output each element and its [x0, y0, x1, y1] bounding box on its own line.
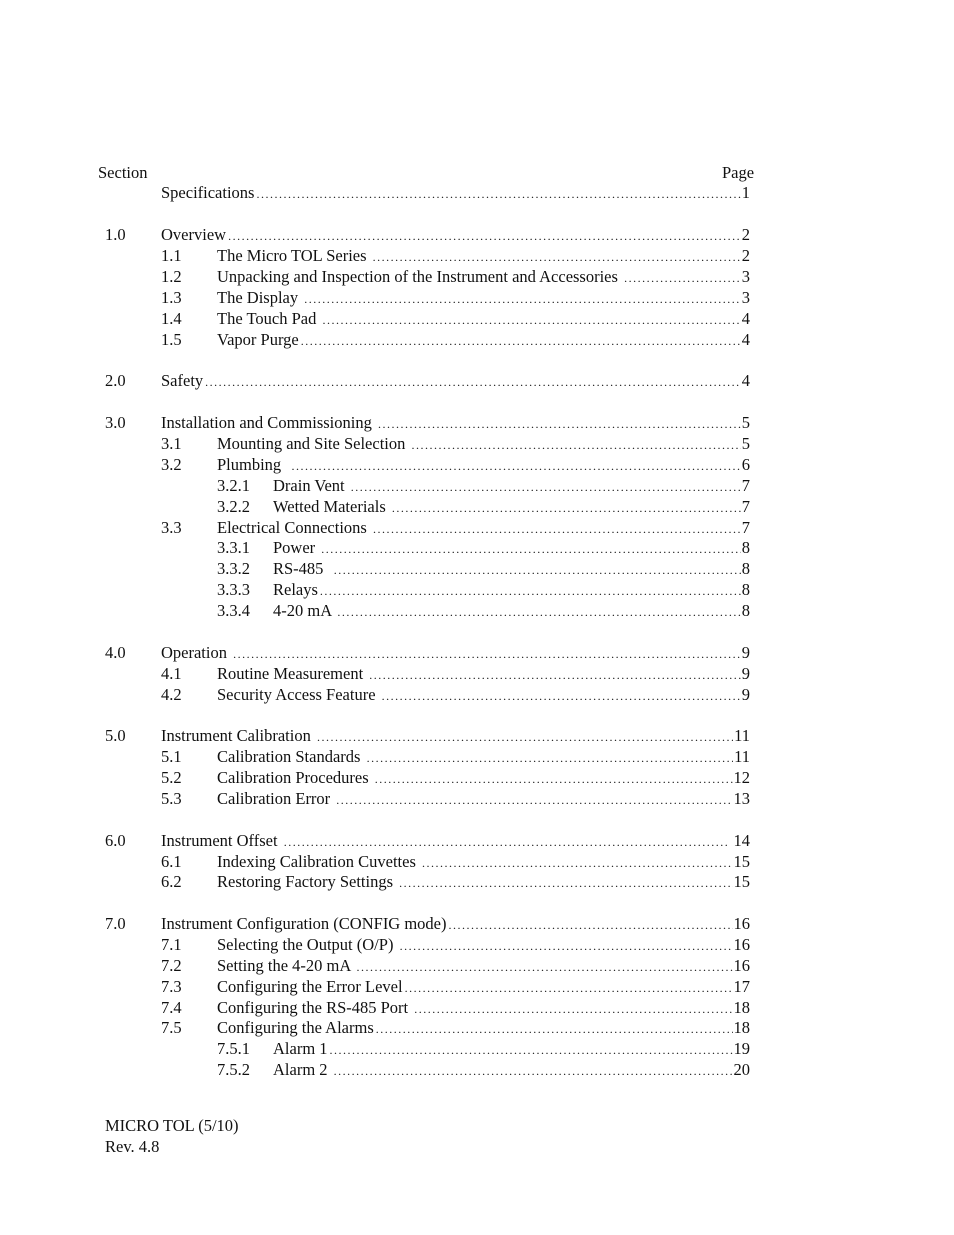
toc-entry-title: The Touch Pad — [217, 309, 321, 328]
toc-section-number: 1.4 — [161, 309, 182, 328]
toc-page-number: 16 — [733, 935, 750, 954]
toc-page-number: 14 — [729, 831, 750, 850]
toc-entry-title: Selecting the Output (O/P) — [217, 935, 398, 954]
toc-section-number: 6.1 — [161, 852, 182, 871]
toc-section-number: 1.0 — [105, 225, 126, 244]
toc-entry-title: Vapor Purge — [217, 330, 299, 349]
dot-leader — [334, 1061, 733, 1081]
toc-entry-title: Unpacking and Inspection of the Instrument and Accessories — [217, 267, 623, 286]
toc-entry[interactable] — [273, 580, 750, 601]
dot-leader — [304, 289, 741, 309]
toc-entry[interactable] — [273, 1060, 750, 1081]
toc-section-number: 1.5 — [161, 330, 182, 349]
dot-leader — [367, 748, 734, 768]
dot-leader — [291, 456, 740, 476]
toc-entry-title: Safety — [161, 371, 204, 390]
toc-entry[interactable] — [161, 413, 750, 434]
toc-section-number: 4.1 — [161, 664, 182, 683]
toc-section-number: 5.0 — [105, 726, 126, 745]
toc-entry[interactable] — [273, 497, 750, 518]
toc-entry[interactable] — [217, 768, 750, 789]
toc-entry-title: Alarm 2 — [273, 1060, 332, 1079]
dot-leader — [357, 957, 733, 977]
toc-entry[interactable] — [217, 267, 750, 288]
dot-leader — [233, 644, 741, 664]
toc-entry-title: Restoring Factory Settings — [217, 872, 398, 891]
toc-entry-title: 4-20 mA — [273, 601, 336, 620]
toc-section-number: 3.3.4 — [217, 601, 250, 620]
toc-entry[interactable] — [273, 601, 750, 622]
toc-page-number: 18 — [733, 1018, 750, 1037]
toc-entry[interactable] — [273, 559, 750, 580]
toc-entry[interactable] — [217, 1018, 750, 1039]
dot-leader — [351, 477, 741, 497]
toc-section-number: 7.2 — [161, 956, 182, 975]
toc-entry-title: Specifications — [161, 183, 255, 202]
toc-entry[interactable] — [217, 956, 750, 977]
toc-entry[interactable] — [161, 831, 750, 852]
toc-entry-title: Security Access Feature — [217, 685, 380, 704]
dot-leader — [392, 498, 741, 518]
toc-entry-title: Instrument Offset — [161, 831, 282, 850]
toc-section-number: 5.1 — [161, 747, 182, 766]
toc-entry-title: Drain Vent — [273, 476, 349, 495]
toc-entry-title: Instrument Calibration — [161, 726, 315, 745]
dot-leader — [334, 560, 741, 580]
toc-entry[interactable] — [273, 538, 750, 559]
toc-section-number: 6.0 — [105, 831, 126, 850]
dot-leader — [624, 268, 741, 288]
toc-entry[interactable] — [217, 998, 750, 1019]
toc-entry[interactable] — [217, 664, 750, 685]
dot-leader — [369, 665, 740, 685]
toc-entry-title: Indexing Calibration Cuvettes — [217, 852, 421, 871]
toc-entry[interactable] — [217, 977, 750, 998]
dot-leader — [301, 331, 741, 351]
toc-section-number: 3.2 — [161, 455, 182, 474]
toc-entry[interactable] — [217, 309, 750, 330]
toc-entry[interactable] — [217, 872, 750, 893]
toc-section-number: 3.3.1 — [217, 538, 250, 557]
toc-section-number: 7.5.2 — [217, 1060, 250, 1079]
toc-page-number: 12 — [733, 768, 750, 787]
toc-entry-title: Electrical Connections — [217, 518, 371, 537]
toc-entry[interactable] — [217, 747, 750, 768]
toc-page-number: 7 — [741, 497, 750, 516]
dot-leader — [382, 686, 741, 706]
dot-leader — [205, 372, 741, 392]
toc-entry[interactable] — [217, 935, 750, 956]
toc-page-number: 4 — [741, 309, 750, 328]
toc-entry[interactable] — [161, 914, 750, 935]
toc-page-number: 4 — [741, 330, 750, 349]
dot-leader — [411, 435, 740, 455]
toc-entry-title: RS-485 — [273, 559, 332, 578]
toc-entry[interactable] — [217, 246, 750, 267]
dot-leader — [256, 184, 740, 204]
toc-section-number: 7.3 — [161, 977, 182, 996]
toc-entry[interactable] — [161, 726, 750, 747]
dot-leader — [376, 1019, 733, 1039]
toc-page-number: 2 — [741, 246, 750, 265]
toc-page-number: 3 — [741, 267, 750, 286]
toc-page-number: 16 — [733, 956, 750, 975]
toc-entry[interactable] — [161, 643, 750, 664]
toc-entry[interactable] — [161, 225, 750, 246]
toc-entry-title: Installation and Commissioning — [161, 413, 376, 432]
toc-section-number: 3.1 — [161, 434, 182, 453]
dot-leader — [414, 999, 732, 1019]
dot-leader — [317, 727, 733, 747]
toc-page-number: 7 — [741, 518, 750, 537]
toc-page-number: 8 — [741, 580, 750, 599]
dot-leader — [373, 519, 741, 539]
toc-page-number: 16 — [733, 914, 750, 933]
toc-entry[interactable] — [217, 852, 750, 873]
toc-section-number: 1.1 — [161, 246, 182, 265]
toc-entry[interactable] — [217, 434, 750, 455]
toc-entry-title: Instrument Configuration (CONFIG mode) — [161, 914, 447, 933]
dot-leader — [405, 978, 733, 998]
toc-section-number: 3.3 — [161, 518, 182, 537]
toc-entry[interactable] — [273, 476, 750, 497]
toc-page-number: 17 — [733, 977, 750, 996]
dot-leader — [337, 602, 740, 622]
toc-section-number: 6.2 — [161, 872, 182, 891]
dot-leader — [422, 853, 732, 873]
toc-page-number: 7 — [741, 476, 750, 495]
toc-page-number: 3 — [741, 288, 750, 307]
toc-section-number: 7.4 — [161, 998, 182, 1017]
toc-entry-title: Configuring the RS-485 Port — [217, 998, 413, 1017]
toc-entry[interactable] — [217, 288, 750, 309]
toc-entry-title: Overview — [161, 225, 227, 244]
toc-entry[interactable] — [217, 789, 750, 810]
toc-page-number: 8 — [741, 601, 750, 620]
toc-page-number: 18 — [733, 998, 750, 1017]
toc-section-number: 7.0 — [105, 914, 126, 933]
toc-entry[interactable] — [217, 330, 750, 351]
toc-page-number: 6 — [741, 455, 750, 474]
dot-leader — [336, 790, 732, 810]
toc-page-number: 8 — [741, 538, 750, 557]
toc-section-number: 7.5 — [161, 1018, 182, 1037]
toc-section-number: 3.0 — [105, 413, 126, 432]
toc-section-number: 3.2.2 — [217, 497, 250, 516]
toc-page-number: 4 — [741, 371, 750, 390]
toc-entry[interactable] — [217, 685, 750, 706]
dot-leader — [375, 769, 733, 789]
toc-section-number: 7.1 — [161, 935, 182, 954]
dot-leader — [378, 414, 741, 434]
toc-entry-title: Calibration Standards — [217, 747, 365, 766]
dot-leader — [321, 539, 740, 559]
toc-section-number: 3.2.1 — [217, 476, 250, 495]
dot-leader — [373, 247, 741, 267]
dot-leader — [228, 226, 741, 246]
toc-entry[interactable] — [273, 1039, 750, 1060]
toc-entry-title: The Display — [217, 288, 303, 307]
toc-section-number: 4.2 — [161, 685, 182, 704]
toc-page-number: 5 — [741, 434, 750, 453]
section-column-header: Section — [98, 163, 148, 182]
toc-entry[interactable] — [217, 518, 750, 539]
toc-section-number: 3.3.3 — [217, 580, 250, 599]
toc-entry-title: Relays — [273, 580, 318, 599]
toc-page-number: 2 — [741, 225, 750, 244]
dot-leader — [320, 581, 741, 601]
toc-entry-title: Wetted Materials — [273, 497, 390, 516]
toc-section-number: 5.2 — [161, 768, 182, 787]
footer-document-title: MICRO TOL (5/10) — [105, 1116, 239, 1135]
toc-entry-title: Configuring the Error Level — [217, 977, 403, 996]
toc-page-number: 15 — [733, 852, 750, 871]
toc-page-number: 13 — [733, 789, 750, 808]
dot-leader — [449, 915, 733, 935]
toc-section-number: 4.0 — [105, 643, 126, 662]
toc-page-number: 5 — [741, 413, 750, 432]
dot-leader — [330, 1040, 733, 1060]
toc-entry[interactable] — [217, 455, 750, 476]
toc-entry-title: Alarm 1 — [273, 1039, 328, 1058]
toc-entry-title: Configuring the Alarms — [217, 1018, 374, 1037]
toc-page-number: 9 — [741, 643, 750, 662]
toc-entry-title: Operation — [161, 643, 232, 662]
toc-section-number: 1.2 — [161, 267, 182, 286]
toc-entry-title: Setting the 4-20 mA — [217, 956, 355, 975]
toc-section-number: 1.3 — [161, 288, 182, 307]
toc-entry-title: Calibration Error — [217, 789, 335, 808]
dot-leader — [400, 936, 733, 956]
toc-entry-title: Calibration Procedures — [217, 768, 373, 787]
toc-entry-title: The Micro TOL Series — [217, 246, 371, 265]
toc-page-number: 1 — [741, 183, 750, 202]
toc-entry-title: Mounting and Site Selection — [217, 434, 410, 453]
dot-leader — [284, 832, 729, 852]
toc-section-number: 5.3 — [161, 789, 182, 808]
toc-entry-title: Power — [273, 538, 320, 557]
dot-leader — [322, 310, 740, 330]
footer-revision: Rev. 4.8 — [105, 1137, 160, 1156]
toc-page-number: 9 — [741, 664, 750, 683]
toc-section-number: 3.3.2 — [217, 559, 250, 578]
toc-entry[interactable] — [161, 183, 750, 204]
dot-leader — [399, 873, 732, 893]
toc-page-number: 20 — [733, 1060, 750, 1079]
toc-entry-title: Plumbing — [217, 455, 290, 474]
toc-page-number: 11 — [734, 726, 750, 745]
toc-entry[interactable] — [161, 371, 750, 392]
toc-page-number: 9 — [741, 685, 750, 704]
toc-page-number: 8 — [741, 559, 750, 578]
toc-entry-title: Routine Measurement — [217, 664, 368, 683]
toc-section-number: 2.0 — [105, 371, 126, 390]
toc-page-number: 15 — [733, 872, 750, 891]
toc-page-number: 11 — [734, 747, 750, 766]
page-column-header: Page — [722, 163, 755, 182]
toc-page-number: 19 — [733, 1039, 750, 1058]
toc-section-number: 7.5.1 — [217, 1039, 250, 1058]
